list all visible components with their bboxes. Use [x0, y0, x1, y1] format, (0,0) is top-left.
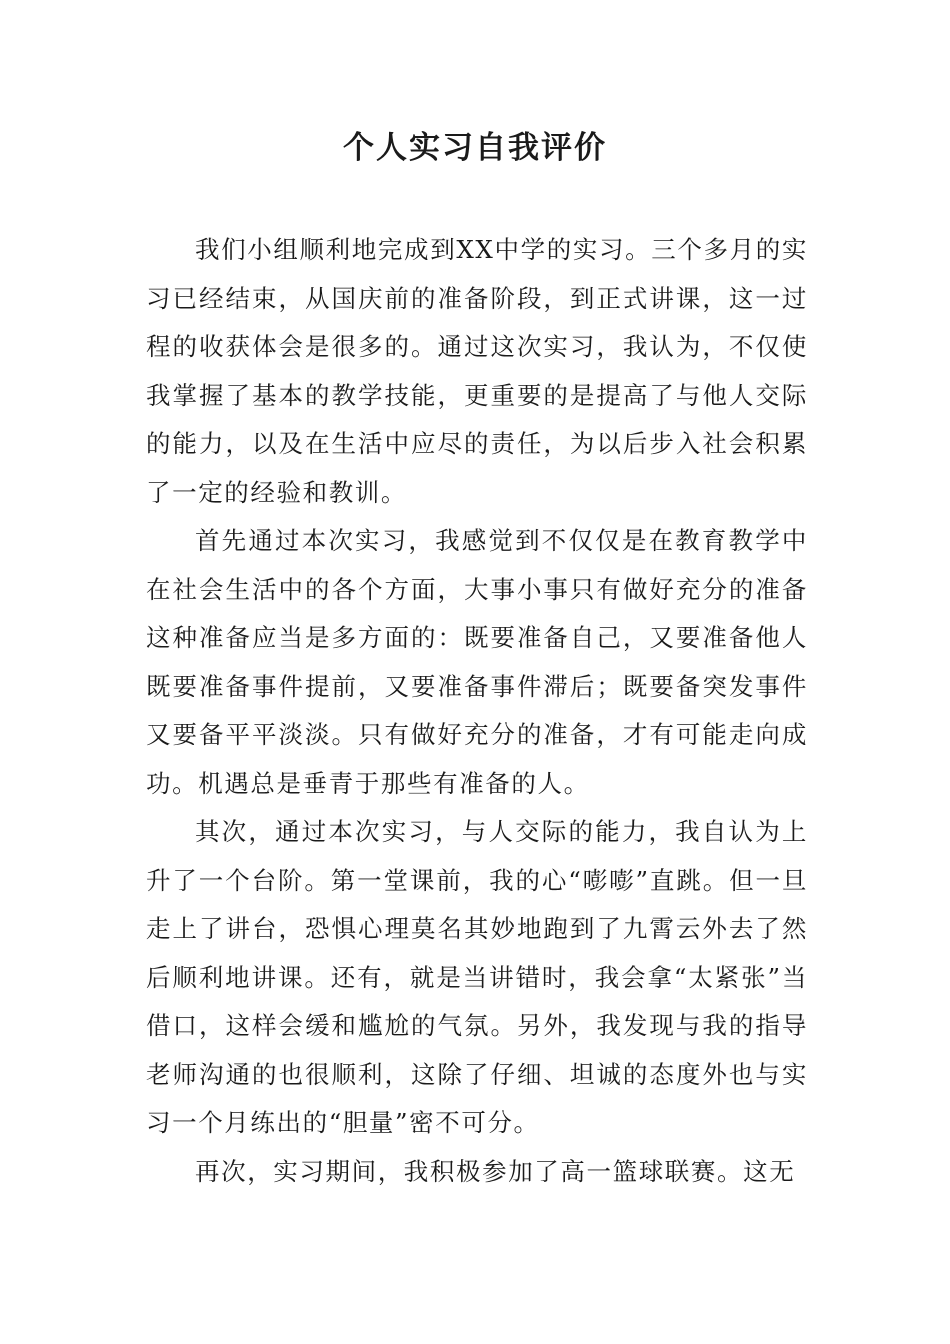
paragraph-2: 首先通过本次实习，我感觉到不仅仅是在教育教学中在社会生活中的各个方面，大事小事只有做好充分的准备这种准备应当是多方面的：既要准备自己，又要准备他人既要准备事件提前，又要准备事件滞后；既要备突发事件又要备平平淡淡。只有做好充分的准备，才有可能走向成功。机遇总是垂青于那些有准备的人。	[146, 526, 808, 798]
document-body	[146, 226, 808, 1196]
paragraph-4: 再次，实习期间，我积极参加了高一篮球联赛。这无	[195, 1156, 796, 1186]
paragraph-3: 其次，通过本次实习，与人交际的能力，我自认为上升了一个台阶。第一堂课前，我的心“嘭嘭”直跳。但一旦走上了讲台，恐惧心理莫名其妙地跑到了九霄云外去了然后顺利地讲课。还有，就是当讲错时，我会拿“太紧张”当借口，这样会缓和尴尬的气氛。另外，我发现与我的指导老师沟通的也很顺利，这除了仔细、坦诚的态度外也与实习一个月练出的“胆量”密不可分。	[146, 817, 808, 1137]
paragraph-1: 我们小组顺利地完成到XX中学的实习。三个多月的实习已经结束，从国庆前的准备阶段，到正式讲课，这一过程的收获体会是很多的。通过这次实习，我认为，不仅使我掌握了基本的教学技能，更重要的是提高了与他人交际的能力，以及在生活中应尽的责任，为以后步入社会积累了一定的经验和教训。	[146, 235, 808, 507]
document-title: 个人实习自我评价	[343, 130, 607, 166]
